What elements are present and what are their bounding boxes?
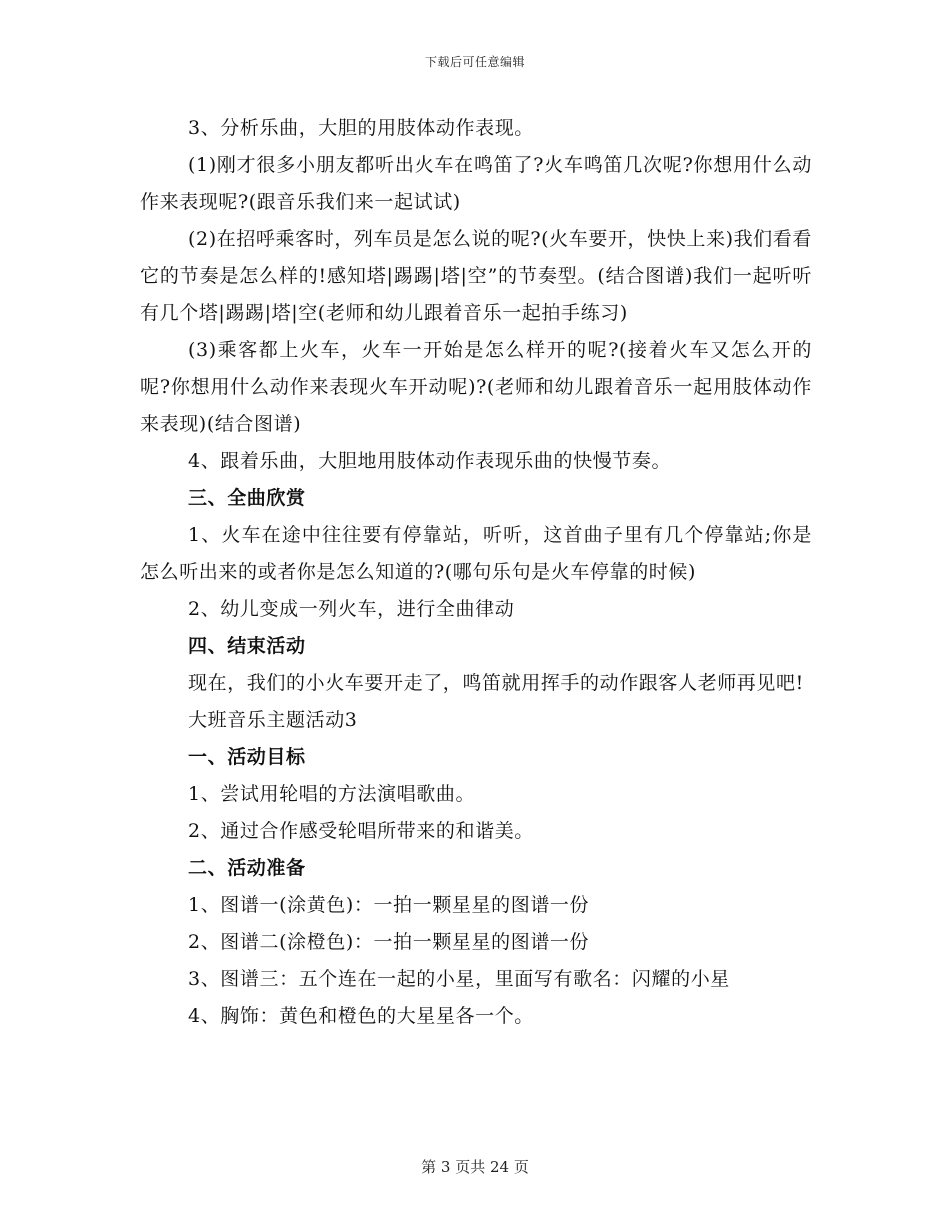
document-body (140, 110, 812, 1035)
paragraph: (3)乘客都上火车，火车一开始是怎么样开的呢?(接着火车又怎么开的呢?你想用什么动作来表现火车开动呢)?(老师和幼儿跟着音乐一起用肢体动作来表现)(结合图谱) (140, 339, 812, 435)
section-heading: 三、全曲欣赏 (188, 487, 306, 509)
activity-title: 大班音乐主题活动3 (188, 709, 358, 731)
paragraph: 3、分析乐曲，大胆的用肢体动作表现。 (188, 117, 534, 139)
paragraph: 4、胸饰：黄色和橙色的大星星各一个。 (188, 1005, 534, 1027)
paragraph: 2、图谱二(涂橙色)：一拍一颗星星的图谱一份 (188, 931, 590, 953)
paragraph: 1、图谱一(涂黄色)：一拍一颗星星的图谱一份 (188, 894, 590, 916)
paragraph: 现在，我们的小火车要开走了，鸣笛就用挥手的动作跟客人老师再见吧! (188, 672, 804, 694)
paragraph: 2、通过合作感受轮唱所带来的和谐美。 (188, 820, 534, 842)
paragraph: (2)在招呼乘客时，列车员是怎么说的呢?(火车要开，快快上来)我们看看它的节奏是怎么样的!感知塔|踢踢|塔|空”的节奏型。(结合图谱)我们一起听听有几个塔|踢踢|塔|空(老师和幼儿跟着音乐一起拍手练习) (140, 228, 812, 324)
section-heading: 一、活动目标 (188, 746, 306, 768)
paragraph: (1)刚才很多小朋友都听出火车在鸣笛了?火车鸣笛几次呢?你想用什么动作来表现呢?(跟音乐我们来一起试试) (140, 154, 812, 213)
paragraph: 4、跟着乐曲，大胆地用肢体动作表现乐曲的快慢节奏。 (188, 450, 672, 472)
paragraph: 1、尝试用轮唱的方法演唱歌曲。 (188, 783, 476, 805)
page-header: 下载后可任意编辑 (424, 55, 525, 69)
page-footer: 第 3 页共 24 页 (421, 1158, 529, 1176)
section-heading: 四、结束活动 (188, 635, 306, 657)
paragraph: 1、火车在途中往往要有停靠站，听听，这首曲子里有几个停靠站;你是怎么听出来的或者你是怎么知道的?(哪句乐句是火车停靠的时候) (140, 524, 812, 583)
paragraph: 3、图谱三：五个连在一起的小星，里面写有歌名：闪耀的小星 (188, 968, 730, 990)
paragraph: 2、幼儿变成一列火车，进行全曲律动 (188, 598, 515, 620)
section-heading: 二、活动准备 (188, 857, 306, 879)
